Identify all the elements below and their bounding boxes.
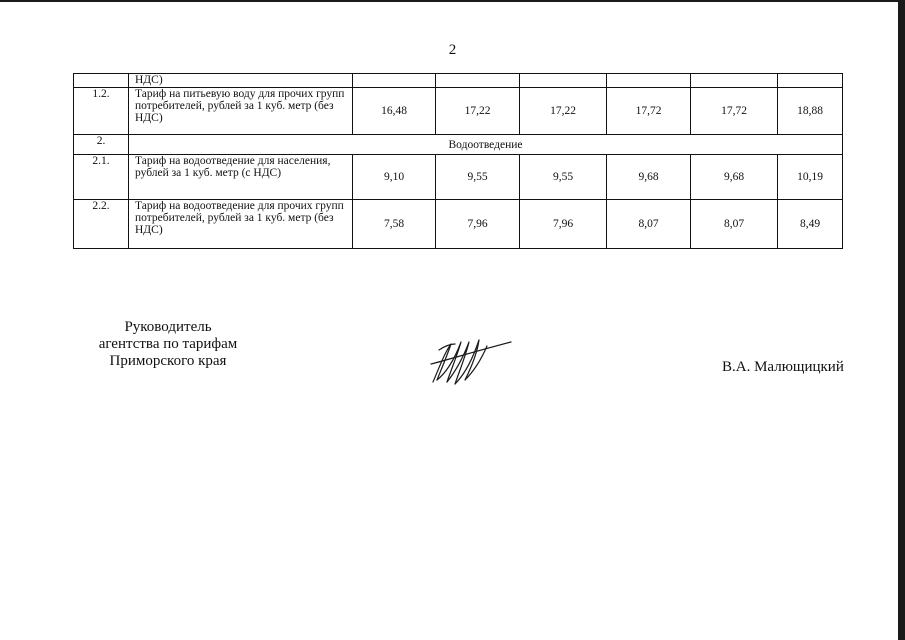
- row-index: 2.2.: [74, 200, 129, 249]
- signer-title-line: Приморского края: [109, 353, 227, 369]
- continuation-text: НДС): [129, 74, 353, 88]
- scan-edge-right: [898, 0, 905, 640]
- value-cell: 8,49: [778, 200, 843, 249]
- table-row: [74, 155, 843, 200]
- handwritten-signature: [425, 330, 515, 388]
- value-cell: 9,68: [607, 155, 691, 200]
- row-name: Тариф на питьевую воду для прочих групп потребителей, рублей за 1 куб. метр (без НДС): [129, 88, 353, 135]
- row-index: 1.2.: [74, 88, 129, 135]
- section-title: Водоотведение: [129, 135, 843, 155]
- row-name: Тариф на водоотведение для прочих групп потребителей, рублей за 1 куб. метр (без НДС): [129, 200, 353, 249]
- value-cell: 7,58: [353, 200, 436, 249]
- value-cell: 17,72: [607, 88, 691, 135]
- table-cell: [74, 74, 129, 88]
- value-cell: 8,07: [607, 200, 691, 249]
- value-cell: 9,55: [436, 155, 520, 200]
- scan-edge-top: [0, 0, 905, 2]
- table-cell: [520, 74, 607, 88]
- value-cell: 7,96: [436, 200, 520, 249]
- value-cell: 16,48: [353, 88, 436, 135]
- table-cell: [607, 74, 691, 88]
- value-cell: 17,22: [436, 88, 520, 135]
- section-row: [74, 135, 843, 155]
- signer-name: В.А. Малющицкий: [722, 359, 844, 375]
- value-cell: 9,55: [520, 155, 607, 200]
- signer-title-line: агентства по тарифам: [98, 336, 238, 352]
- table-row: [74, 200, 843, 249]
- value-cell: 7,96: [520, 200, 607, 249]
- table-cell: [353, 74, 436, 88]
- signer-title-line: Руководитель: [124, 319, 212, 335]
- table-cell: [778, 74, 843, 88]
- value-cell: 17,22: [520, 88, 607, 135]
- row-index: 2.: [74, 135, 129, 155]
- row-name: Тариф на водоотведение для населения, рублей за 1 куб. метр (с НДС): [129, 155, 353, 200]
- table-cell: [436, 74, 520, 88]
- tariff-table: [73, 73, 843, 249]
- row-index: 2.1.: [74, 155, 129, 200]
- table-cell: [691, 74, 778, 88]
- table-row: [74, 88, 843, 135]
- value-cell: 8,07: [691, 200, 778, 249]
- value-cell: 10,19: [778, 155, 843, 200]
- signer-title: [78, 319, 258, 370]
- value-cell: 17,72: [691, 88, 778, 135]
- value-cell: 18,88: [778, 88, 843, 135]
- value-cell: 9,10: [353, 155, 436, 200]
- page-number: 2: [448, 42, 457, 58]
- table-row: [74, 74, 843, 88]
- value-cell: 9,68: [691, 155, 778, 200]
